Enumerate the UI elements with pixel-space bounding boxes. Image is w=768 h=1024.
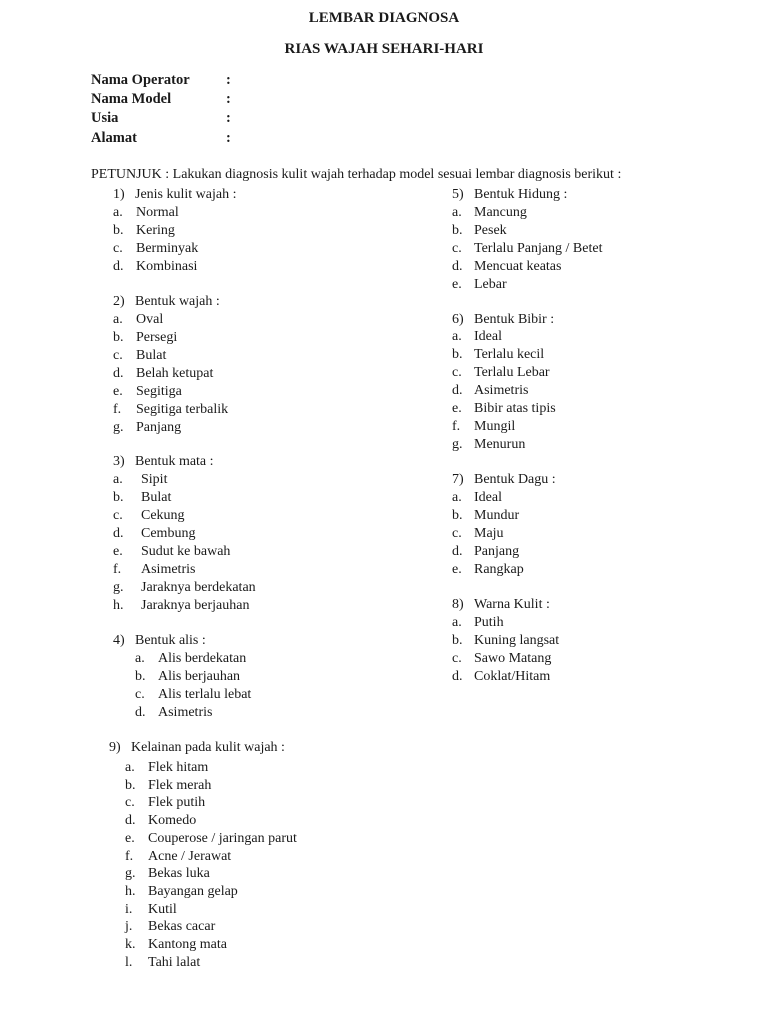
list-item — [113, 259, 197, 275]
list-item — [113, 312, 163, 328]
item-letter: d. — [452, 669, 463, 684]
item-text: Berminyak — [136, 241, 199, 256]
item-letter: c. — [113, 348, 123, 363]
section-title: Kelainan pada kulit wajah : — [131, 740, 285, 755]
item-letter: j. — [125, 919, 133, 935]
section-number: 5) — [452, 187, 464, 202]
item-letter: g. — [452, 437, 463, 452]
item-text: Komedo — [148, 813, 197, 829]
item-letter: i. — [125, 901, 133, 917]
item-text: Cekung — [141, 508, 185, 523]
list-item — [452, 615, 504, 631]
list-item — [452, 223, 507, 239]
list-item — [125, 760, 208, 776]
list-item — [113, 366, 213, 382]
item-text: Mungil — [474, 419, 516, 434]
list-item — [452, 633, 559, 649]
section-heading — [452, 597, 550, 613]
list-item — [113, 348, 166, 364]
item-letter: a. — [113, 205, 123, 220]
item-text: Ideal — [474, 490, 502, 505]
item-letter: a. — [113, 312, 123, 327]
list-item — [452, 241, 602, 257]
item-text: Terlalu Lebar — [474, 365, 550, 380]
field-colon: : — [226, 110, 231, 126]
list-item — [125, 902, 177, 918]
item-letter: d. — [135, 705, 146, 720]
item-text: Bulat — [136, 348, 167, 363]
item-letter: a. — [452, 615, 462, 630]
page-title: LEMBAR DIAGNOSA — [308, 10, 460, 26]
list-item — [125, 813, 196, 829]
list-item — [113, 526, 195, 542]
section-number: 2) — [113, 294, 125, 309]
item-letter: b. — [125, 777, 136, 793]
item-text: Alis berjauhan — [158, 669, 241, 684]
item-letter: b. — [113, 223, 124, 238]
item-text: Coklat/Hitam — [474, 669, 551, 684]
section-title: Jenis kulit wajah : — [135, 187, 237, 202]
field-label: Nama Model — [91, 91, 172, 107]
item-text: Tahi lalat — [148, 954, 201, 970]
list-item — [452, 401, 556, 417]
item-text: Sudut ke bawah — [141, 544, 231, 559]
list-item — [452, 205, 527, 221]
item-letter: e. — [452, 277, 462, 292]
item-letter: b. — [113, 330, 124, 345]
item-letter: e. — [452, 401, 462, 416]
item-letter: g. — [113, 580, 124, 595]
item-letter: a. — [452, 490, 462, 505]
item-text: Terlalu Panjang / Betet — [474, 241, 603, 256]
item-letter: b. — [113, 490, 124, 505]
item-letter: c. — [452, 526, 462, 541]
list-item — [452, 437, 525, 453]
item-letter: a. — [452, 205, 462, 220]
item-letter: c. — [125, 795, 135, 811]
item-text: Segitiga terbalik — [136, 402, 229, 417]
list-item — [135, 651, 246, 667]
list-item — [452, 490, 502, 506]
item-letter: c. — [452, 241, 462, 256]
section-number: 1) — [113, 187, 125, 202]
item-text: Bayangan gelap — [148, 883, 238, 899]
item-text: Mencuat keatas — [474, 259, 562, 274]
item-letter: f. — [113, 402, 122, 417]
list-item — [113, 598, 249, 614]
item-letter: d. — [113, 259, 124, 274]
section-number: 9) — [109, 740, 121, 755]
section-heading — [113, 633, 206, 649]
item-text: Bulat — [141, 490, 172, 505]
item-text: Kering — [136, 223, 175, 238]
item-letter: a. — [125, 760, 135, 775]
list-item — [135, 687, 251, 703]
list-item — [113, 384, 182, 400]
instructions: PETUNJUK : Lakukan diagnosis kulit wajah terhadap model sesuai lembar diagnosis berikut : — [91, 167, 622, 182]
item-text: Normal — [136, 205, 179, 220]
section-heading — [452, 472, 556, 488]
item-letter: e. — [125, 830, 135, 846]
item-letter: d. — [113, 366, 124, 381]
item-letter: f. — [113, 562, 122, 577]
item-letter: e. — [113, 384, 123, 399]
section-number: 7) — [452, 472, 464, 487]
item-text: Kombinasi — [136, 259, 198, 274]
list-item — [113, 544, 230, 560]
item-letter: e. — [113, 544, 123, 559]
section-title: Bentuk mata : — [135, 454, 214, 469]
item-letter: d. — [452, 383, 463, 398]
item-letter: h. — [125, 883, 136, 899]
section-title: Bentuk wajah : — [135, 294, 220, 309]
item-letter: a. — [135, 651, 145, 666]
section-number: 3) — [113, 454, 125, 469]
list-item — [125, 937, 227, 953]
page-subtitle: RIAS WAJAH SEHARI-HARI — [284, 41, 484, 57]
item-text: Mundur — [474, 508, 520, 523]
item-text: Bibir atas tipis — [474, 401, 556, 416]
item-letter: c. — [452, 651, 462, 666]
item-text: Bekas luka — [148, 866, 210, 882]
list-item — [113, 223, 175, 239]
list-item — [113, 508, 185, 524]
item-text: Lebar — [474, 277, 507, 292]
item-letter: c. — [113, 508, 123, 523]
field-nama-operator — [91, 72, 231, 89]
item-letter: a. — [452, 329, 462, 344]
item-text: Menurun — [474, 437, 526, 452]
list-item — [452, 508, 519, 524]
list-item — [452, 526, 504, 542]
section-title: Bentuk Bibir : — [474, 312, 555, 327]
list-item — [452, 544, 519, 560]
item-letter: g. — [113, 420, 124, 435]
field-label: Nama Operator — [91, 72, 190, 88]
item-text: Jaraknya berdekatan — [141, 580, 256, 595]
item-letter: c. — [113, 241, 123, 256]
item-text: Asimetris — [474, 383, 529, 398]
field-label: Alamat — [91, 130, 137, 146]
list-item — [113, 420, 181, 436]
field-usia — [91, 110, 231, 127]
list-item — [113, 241, 198, 257]
item-text: Alis berdekatan — [158, 651, 247, 666]
item-text: Kantong mata — [148, 937, 227, 952]
field-colon: : — [226, 91, 231, 107]
section-number: 8) — [452, 597, 464, 612]
item-text: Flek hitam — [148, 760, 209, 775]
item-text: Segitiga — [136, 384, 182, 399]
list-item — [125, 778, 211, 794]
item-letter: d. — [113, 526, 124, 541]
item-letter: b. — [452, 508, 463, 523]
item-letter: b. — [452, 347, 463, 362]
item-letter: d. — [452, 544, 463, 559]
item-text: Cembung — [141, 526, 196, 541]
list-item — [452, 651, 551, 667]
item-text: Flek merah — [148, 777, 212, 793]
item-letter: b. — [452, 223, 463, 238]
list-item — [113, 330, 177, 346]
list-item — [452, 347, 544, 363]
list-item — [125, 919, 215, 935]
item-text: Panjang — [474, 544, 520, 559]
section-heading — [113, 187, 237, 203]
item-text: Maju — [474, 526, 504, 541]
section-number: 6) — [452, 312, 464, 327]
item-text: Terlalu kecil — [474, 347, 545, 362]
item-letter: f. — [452, 419, 461, 434]
item-text: Sipit — [141, 472, 168, 487]
item-text: Mancung — [474, 205, 527, 220]
section-heading — [113, 454, 214, 470]
item-text: Alis terlalu lebat — [158, 687, 252, 702]
list-item — [125, 955, 200, 971]
list-item — [452, 259, 561, 275]
list-item — [125, 795, 205, 811]
item-text: Ideal — [474, 329, 502, 344]
section-heading — [452, 187, 567, 203]
item-letter: a. — [113, 472, 123, 487]
item-letter: h. — [113, 598, 124, 613]
item-text: Asimetris — [158, 705, 213, 720]
field-label: Usia — [91, 110, 119, 126]
item-letter: c. — [135, 687, 145, 702]
item-letter: d. — [125, 813, 136, 829]
list-item — [452, 419, 515, 435]
item-text: Kutil — [148, 901, 177, 917]
list-item — [125, 849, 231, 865]
item-text: Sawo Matang — [474, 651, 552, 666]
item-letter: c. — [452, 365, 462, 380]
list-item — [125, 831, 297, 847]
list-item — [113, 490, 171, 506]
list-item — [125, 884, 238, 900]
item-letter: b. — [452, 633, 463, 648]
field-nama-model — [91, 91, 231, 108]
item-text: Panjang — [136, 420, 182, 435]
section-heading — [109, 740, 285, 756]
item-text: Belah ketupat — [136, 366, 214, 381]
list-item — [452, 669, 550, 685]
list-item — [135, 669, 240, 685]
list-item — [113, 472, 167, 488]
section-heading — [113, 294, 220, 310]
list-item — [452, 329, 502, 345]
item-text: Acne / Jerawat — [148, 848, 232, 864]
list-item — [113, 205, 179, 221]
list-item — [452, 383, 528, 399]
section-title: Bentuk alis : — [135, 633, 206, 648]
list-item — [113, 402, 228, 418]
list-item — [452, 277, 507, 293]
item-letter: k. — [125, 937, 136, 952]
item-letter: l. — [125, 954, 133, 970]
list-item — [452, 562, 524, 578]
section-title: Warna Kulit : — [474, 597, 550, 612]
item-letter: e. — [452, 562, 462, 577]
list-item — [135, 705, 212, 721]
item-text: Persegi — [136, 330, 178, 345]
item-text: Kuning langsat — [474, 633, 560, 648]
item-text: Asimetris — [141, 562, 196, 577]
field-alamat — [91, 130, 231, 147]
field-colon: : — [226, 72, 231, 88]
item-text: Putih — [474, 615, 504, 630]
section-heading — [452, 312, 554, 328]
item-letter: g. — [125, 866, 136, 882]
section-title: Bentuk Dagu : — [474, 472, 556, 487]
item-text: Flek putih — [148, 795, 206, 811]
item-text: Pesek — [474, 223, 507, 238]
section-number: 4) — [113, 633, 125, 648]
item-text: Oval — [136, 312, 164, 327]
item-text: Couperose / jaringan parut — [148, 830, 297, 846]
list-item — [113, 562, 195, 578]
list-item — [452, 365, 550, 381]
item-text: Bekas cacar — [148, 919, 216, 935]
list-item — [113, 580, 256, 596]
list-item — [125, 866, 210, 882]
item-text: Rangkap — [474, 562, 524, 577]
item-letter: d. — [452, 259, 463, 274]
item-text: Jaraknya berjauhan — [141, 598, 250, 613]
item-letter: f. — [125, 848, 134, 864]
section-title: Bentuk Hidung : — [474, 187, 568, 202]
field-colon: : — [226, 130, 231, 146]
item-letter: b. — [135, 669, 146, 684]
